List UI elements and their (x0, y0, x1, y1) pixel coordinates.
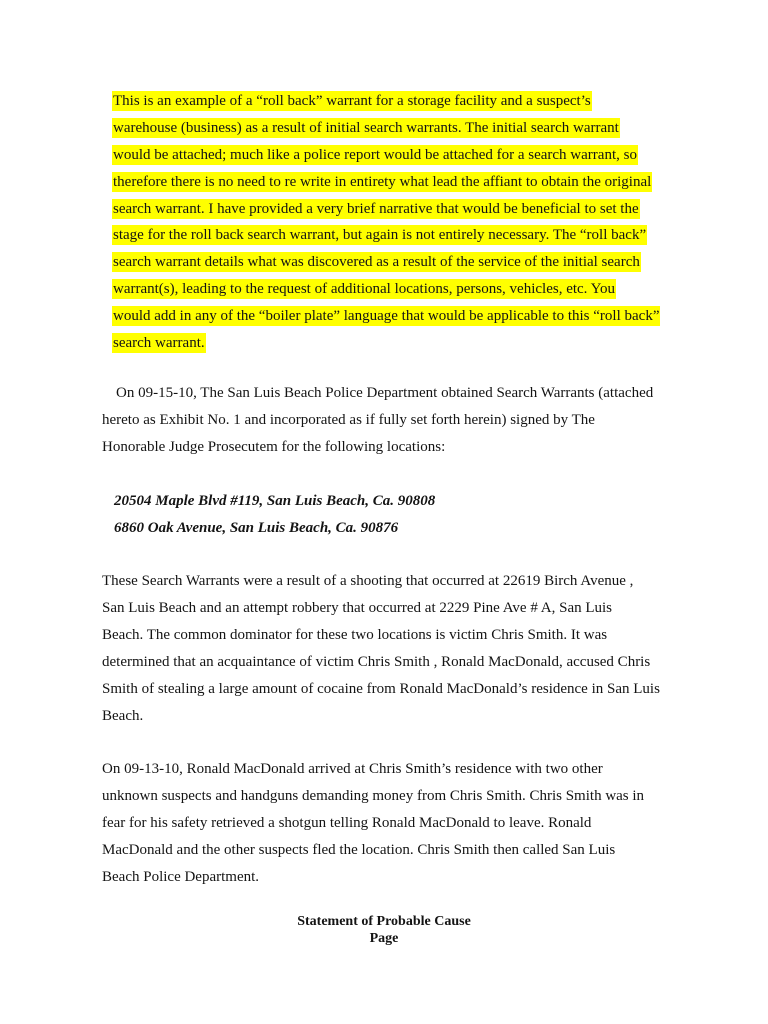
note-line: search warrant details what was discovered as a result of the service of the initial search (113, 254, 640, 271)
page-footer (0, 913, 768, 947)
paragraph-line: San Luis Beach and an attempt robbery that occurred at 2229 Pine Ave # A, San Luis (102, 600, 613, 617)
highlighted-example-note (112, 88, 672, 357)
paragraph-line: Honorable Judge Prosecutem for the following locations: (102, 439, 446, 456)
footer-page-label: Page (369, 931, 399, 946)
note-line: warrant(s), leading to the request of additional locations, persons, vehicles, etc. You (113, 281, 615, 298)
footer-title: Statement of Probable Cause (297, 914, 471, 929)
address-line: 20504 Maple Blvd #119, San Luis Beach, Ca. 90808 (114, 493, 436, 509)
note-line: search warrant. (113, 335, 205, 352)
paragraph-line: On 09-13-10, Ronald MacDonald arrived at Chris Smith’s residence with two other (102, 761, 603, 777)
paragraph-line: unknown suspects and handguns demanding money from Chris Smith. Chris Smith was in (102, 788, 645, 805)
note-line: warehouse (business) as a result of initial search warrants. The initial search warrant (113, 119, 619, 136)
note-line: This is an example of a “roll back” warrant for a storage facility and a suspect’s (113, 93, 591, 109)
paragraph-line: determined that an acquaintance of victim Chris Smith , Ronald MacDonald, accused Chris (102, 654, 651, 671)
paragraph-line: Smith of stealing a large amount of cocaine from Ronald MacDonald’s residence in San Luis (102, 681, 660, 698)
note-line: therefore there is no need to re write in entirety what lead the affiant to obtain the original (113, 173, 652, 190)
paragraph-line: MacDonald and the other suspects fled the location. Chris Smith then called San Luis (102, 842, 616, 859)
paragraph-line: Beach. The common dominator for these two locations is victim Chris Smith. It was (102, 627, 608, 644)
paragraph-line: Beach. (102, 708, 144, 725)
paragraph-line: fear for his safety retrieved a shotgun telling Ronald MacDonald to leave. Ronald (102, 815, 592, 832)
note-line: would add in any of the “boiler plate” language that would be applicable to this “roll back” (113, 308, 660, 325)
paragraph-incident-09-13-10 (102, 756, 682, 891)
note-line: would be attached; much like a police report would be attached for a search warrant, so (113, 146, 637, 163)
paragraph-line: On 09-15-10, The San Luis Beach Police Department obtained Search Warrants (attached (116, 385, 654, 401)
paragraph-line: hereto as Exhibit No. 1 and incorporated as if fully set forth herein) signed by The (102, 412, 595, 429)
paragraph-search-warrants-obtained (102, 380, 682, 461)
address-list (114, 488, 435, 542)
note-line: search warrant. I have provided a very brief narrative that would be beneficial to set the (113, 200, 639, 217)
address-line: 6860 Oak Avenue, San Luis Beach, Ca. 90876 (114, 520, 399, 536)
paragraph-shooting-background (102, 568, 682, 731)
note-line: stage for the roll back search warrant, but again is not entirely necessary. The “roll back” (113, 227, 647, 244)
paragraph-line: Beach Police Department. (102, 869, 260, 886)
paragraph-line: These Search Warrants were a result of a shooting that occurred at 22619 Birch Avenue , (102, 573, 634, 589)
